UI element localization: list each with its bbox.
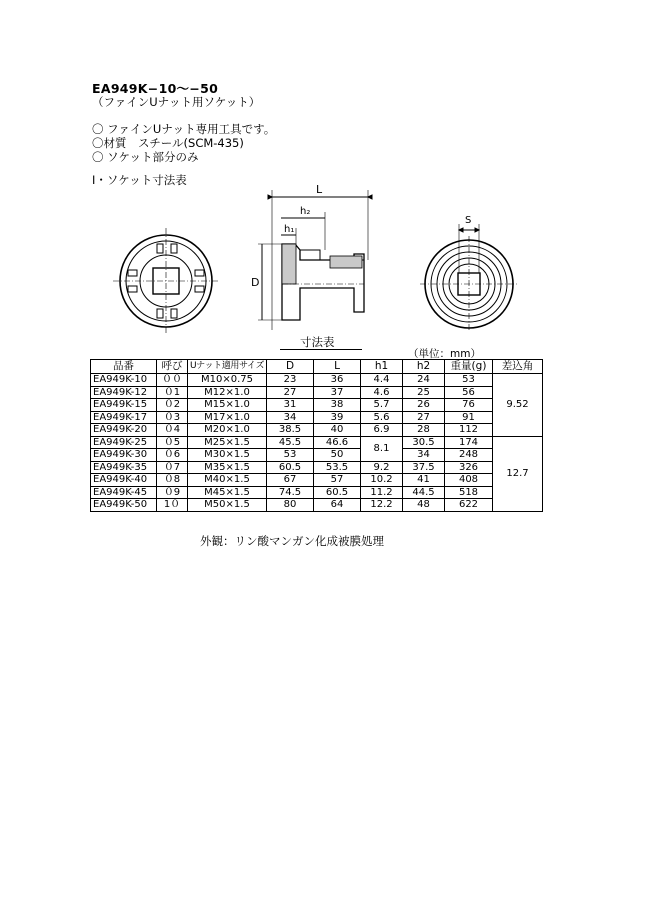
cell-h2: 24 (403, 374, 445, 387)
cell-nominal: ０7 (157, 461, 188, 474)
cell-d: 45.5 (267, 436, 314, 449)
cell-l: 46.6 (314, 436, 361, 449)
table-row (91, 374, 543, 387)
table-unit: （単位：mm） (408, 348, 481, 360)
cell-size: M50×1.5 (188, 499, 267, 512)
socket-front-view (113, 228, 219, 334)
cell-h1: 5.7 (361, 399, 403, 412)
cell-weight: 174 (445, 436, 493, 449)
cell-h2: 26 (403, 399, 445, 412)
table-row (91, 436, 543, 449)
cell-h2: 37.5 (403, 461, 445, 474)
cell-part: EA949K-30 (91, 449, 157, 462)
cell-h1: 4.6 (361, 386, 403, 399)
label-h2: h₂ (300, 206, 311, 217)
socket-side-view (258, 190, 372, 330)
finish-note: 外観：リン酸マンガン化成被膜処理 (200, 534, 384, 548)
cell-part: EA949K-45 (91, 486, 157, 499)
col-unut-size: Uナット適用サイズ (188, 360, 267, 374)
cell-weight: 76 (445, 399, 493, 412)
table-row (91, 461, 543, 474)
col-d: D (267, 360, 314, 374)
table-row (91, 424, 543, 437)
cell-weight: 248 (445, 449, 493, 462)
table-row (91, 486, 543, 499)
cell-nominal: ０8 (157, 474, 188, 487)
cell-nominal: ０2 (157, 399, 188, 412)
document-title: EA949K−10〜−50 (92, 81, 219, 96)
cell-size: M10×0.75 (188, 374, 267, 387)
cell-weight: 91 (445, 411, 493, 424)
cell-h2: 44.5 (403, 486, 445, 499)
cell-h1: 10.2 (361, 474, 403, 487)
note-dedicated-tool: 〇 ファインUナット専用工具です。 (92, 122, 276, 136)
cell-size: M45×1.5 (188, 486, 267, 499)
cell-l: 60.5 (314, 486, 361, 499)
cell-h1: 5.6 (361, 411, 403, 424)
cell-weight: 622 (445, 499, 493, 512)
table-row (91, 499, 543, 512)
cell-part: EA949K-25 (91, 436, 157, 449)
cell-l: 64 (314, 499, 361, 512)
cell-d: 38.5 (267, 424, 314, 437)
note-material: 〇材質 スチール(SCM-435) (92, 136, 244, 150)
cell-nominal: ０4 (157, 424, 188, 437)
label-D: D (251, 276, 260, 289)
section-title: Ⅰ・ソケット寸法表 (92, 173, 187, 187)
table-row (91, 386, 543, 399)
col-part-number: 品番 (91, 360, 157, 374)
cell-part: EA949K-50 (91, 499, 157, 512)
cell-nominal: ０6 (157, 449, 188, 462)
cell-h2: 27 (403, 411, 445, 424)
cell-part: EA949K-10 (91, 374, 157, 387)
cell-d: 60.5 (267, 461, 314, 474)
cell-weight: 112 (445, 424, 493, 437)
cell-size: M15×1.0 (188, 399, 267, 412)
cell-size: M25×1.5 (188, 436, 267, 449)
cell-h1: 12.2 (361, 499, 403, 512)
label-S: S (465, 215, 472, 226)
cell-l: 39 (314, 411, 361, 424)
cell-size: M35×1.5 (188, 461, 267, 474)
cell-l: 57 (314, 474, 361, 487)
label-L: L (316, 183, 323, 196)
cell-d: 31 (267, 399, 314, 412)
cell-weight: 326 (445, 461, 493, 474)
cell-size: M40×1.5 (188, 474, 267, 487)
table-caption: 寸法表 (300, 335, 335, 349)
cell-nominal: ０9 (157, 486, 188, 499)
document-subtitle: （ファインUナット用ソケット） (92, 95, 261, 109)
spec-table (90, 359, 543, 512)
cell-size: M30×1.5 (188, 449, 267, 462)
cell-d: 27 (267, 386, 314, 399)
table-row (91, 411, 543, 424)
table-row (91, 449, 543, 462)
cell-size: M12×1.0 (188, 386, 267, 399)
cell-h1: 9.2 (361, 461, 403, 474)
cell-d: 74.5 (267, 486, 314, 499)
cell-nominal: ０3 (157, 411, 188, 424)
cell-l: 50 (314, 449, 361, 462)
table-header-row (91, 360, 543, 374)
cell-part: EA949K-15 (91, 399, 157, 412)
cell-weight: 53 (445, 374, 493, 387)
cell-h2: 25 (403, 386, 445, 399)
table-caption-underline (280, 349, 362, 350)
cell-drive-group-1: 9.52 (493, 374, 543, 437)
cell-size: M17×1.0 (188, 411, 267, 424)
cell-weight: 56 (445, 386, 493, 399)
cell-nominal: ０1 (157, 386, 188, 399)
cell-size: M20×1.0 (188, 424, 267, 437)
socket-drawing (0, 0, 650, 360)
cell-part: EA949K-12 (91, 386, 157, 399)
cell-h1: 11.2 (361, 486, 403, 499)
col-weight: 重量(g) (445, 360, 493, 374)
cell-h2: 28 (403, 424, 445, 437)
cell-l: 36 (314, 374, 361, 387)
table-row (91, 474, 543, 487)
label-h1: h₁ (284, 224, 295, 235)
cell-part: EA949K-17 (91, 411, 157, 424)
note-socket-only: 〇 ソケット部分のみ (92, 150, 199, 164)
cell-h1: 4.4 (361, 374, 403, 387)
col-nominal: 呼び (157, 360, 188, 374)
cell-d: 67 (267, 474, 314, 487)
cell-h2: 48 (403, 499, 445, 512)
cell-d: 23 (267, 374, 314, 387)
col-h1: h1 (361, 360, 403, 374)
cell-weight: 408 (445, 474, 493, 487)
cell-d: 53 (267, 449, 314, 462)
col-h2: h2 (403, 360, 445, 374)
cell-h1-merged: 8.1 (361, 436, 403, 461)
cell-part: EA949K-35 (91, 461, 157, 474)
cell-l: 38 (314, 399, 361, 412)
table-row (91, 399, 543, 412)
col-drive: 差込角 (493, 360, 543, 374)
cell-l: 37 (314, 386, 361, 399)
col-l: L (314, 360, 361, 374)
cell-h2: 30.5 (403, 436, 445, 449)
cell-nominal: ０5 (157, 436, 188, 449)
cell-drive-group-2: 12.7 (493, 436, 543, 511)
cell-d: 80 (267, 499, 314, 512)
cell-nominal: 1０ (157, 499, 188, 512)
cell-d: 34 (267, 411, 314, 424)
cell-nominal: ００ (157, 374, 188, 387)
cell-weight: 518 (445, 486, 493, 499)
socket-rear-view (420, 224, 518, 332)
cell-h2: 34 (403, 449, 445, 462)
cell-l: 40 (314, 424, 361, 437)
cell-part: EA949K-40 (91, 474, 157, 487)
cell-part: EA949K-20 (91, 424, 157, 437)
cell-l: 53.5 (314, 461, 361, 474)
cell-h1: 6.9 (361, 424, 403, 437)
cell-h2: 41 (403, 474, 445, 487)
